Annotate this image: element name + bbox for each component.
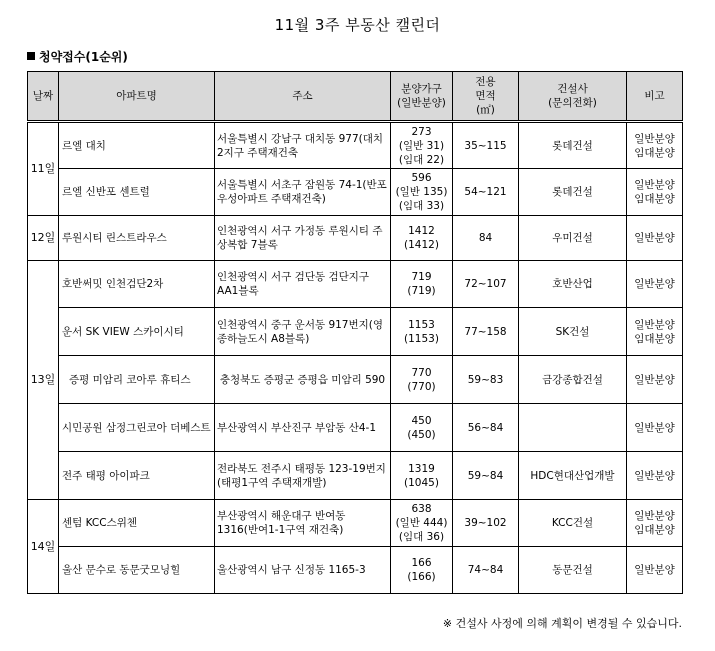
note: 일반분양 임대분양 <box>627 500 683 547</box>
header-address: 주소 <box>215 72 391 122</box>
date-cell: 11일 <box>28 122 59 216</box>
address: 부산광역시 부산진구 부암동 산4-1 <box>215 404 391 452</box>
date-cell: 14일 <box>28 500 59 594</box>
supply: 719 (719) <box>391 261 453 308</box>
section-heading-label: 청약접수(1순위) <box>39 50 128 64</box>
supply: 596 (일반 135) (임대 33) <box>391 169 453 216</box>
apt-name: 증평 미암리 코아루 휴티스 <box>59 356 215 404</box>
supply: 166 (166) <box>391 547 453 594</box>
area: 77~158 <box>453 308 519 356</box>
header-apt: 아파트명 <box>59 72 215 122</box>
note: 일반분양 <box>627 404 683 452</box>
supply: 770 (770) <box>391 356 453 404</box>
header-builder: 건설사 (문의전화) <box>519 72 627 122</box>
table-row <box>28 547 683 594</box>
note: 일반분양 <box>627 547 683 594</box>
builder: SK건설 <box>519 308 627 356</box>
note: 일반분양 <box>627 356 683 404</box>
supply: 1412 (1412) <box>391 216 453 261</box>
note: 일반분양 임대분양 <box>627 169 683 216</box>
table-row <box>28 122 683 169</box>
apt-name: 호반써밋 인천검단2차 <box>59 261 215 308</box>
table-row <box>28 452 683 500</box>
note: 일반분양 <box>627 452 683 500</box>
address: 서울특별시 서초구 잠원동 74-1(반포우성아파트 주택재건축) <box>215 169 391 216</box>
note: 일반분양 임대분양 <box>627 122 683 169</box>
builder: HDC현대산업개발 <box>519 452 627 500</box>
area: 54~121 <box>453 169 519 216</box>
builder <box>519 404 627 452</box>
area: 59~84 <box>453 452 519 500</box>
builder: KCC건설 <box>519 500 627 547</box>
builder: 금강종합건설 <box>519 356 627 404</box>
date-cell: 12일 <box>28 216 59 261</box>
area: 39~102 <box>453 500 519 547</box>
builder: 롯데건설 <box>519 169 627 216</box>
address: 충청북도 증평군 증평읍 미암리 590 <box>215 356 391 404</box>
apt-name: 센텀 KCC스위첸 <box>59 500 215 547</box>
table-row <box>28 308 683 356</box>
table-row <box>28 169 683 216</box>
header-date: 날짜 <box>28 72 59 122</box>
real-estate-calendar-table <box>27 71 683 594</box>
apt-name: 운서 SK VIEW 스카이시티 <box>59 308 215 356</box>
header-row <box>28 72 683 122</box>
area: 35~115 <box>453 122 519 169</box>
table-row <box>28 404 683 452</box>
supply: 450 (450) <box>391 404 453 452</box>
table-row <box>28 216 683 261</box>
area: 59~83 <box>453 356 519 404</box>
builder: 동문건설 <box>519 547 627 594</box>
footnote: ※ 건설사 사정에 의해 계획이 변경될 수 있습니다. <box>442 617 682 630</box>
table-row <box>28 261 683 308</box>
address: 서울특별시 강남구 대치동 977(대치2지구 주택재건축 <box>215 122 391 169</box>
header-supply: 분양가구 (일반분양) <box>391 72 453 122</box>
apt-name: 루원시티 린스트라우스 <box>59 216 215 261</box>
table-row <box>28 500 683 547</box>
area: 84 <box>453 216 519 261</box>
address: 인천광역시 중구 운서동 917번지(영종하늘도시 A8블록) <box>215 308 391 356</box>
square-bullet-icon <box>27 52 35 60</box>
apt-name: 시민공원 삼정그린코아 더베스트 <box>59 404 215 452</box>
address: 인천광역시 서구 가정동 루원시티 주상복합 7블록 <box>215 216 391 261</box>
apt-name: 울산 문수로 동문굿모닝힐 <box>59 547 215 594</box>
page-title: 11월 3주 부동산 캘린더 <box>274 16 441 34</box>
area: 72~107 <box>453 261 519 308</box>
supply: 638 (일반 444) (임대 36) <box>391 500 453 547</box>
address: 부산광역시 해운대구 반여동 1316(반여1-1구역 재건축) <box>215 500 391 547</box>
note: 일반분양 임대분양 <box>627 308 683 356</box>
builder: 우미건설 <box>519 216 627 261</box>
supply: 1319 (1045) <box>391 452 453 500</box>
apt-name: 르엘 대치 <box>59 122 215 169</box>
area: 56~84 <box>453 404 519 452</box>
note: 일반분양 <box>627 216 683 261</box>
header-area: 전용 면적 (㎡) <box>453 72 519 122</box>
address: 울산광역시 남구 신정동 1165-3 <box>215 547 391 594</box>
supply: 1153 (1153) <box>391 308 453 356</box>
apt-name: 르엘 신반포 센트럴 <box>59 169 215 216</box>
builder: 호반산업 <box>519 261 627 308</box>
builder: 롯데건설 <box>519 122 627 169</box>
address: 인천광역시 서구 검단동 검단지구 AA1블록 <box>215 261 391 308</box>
area: 74~84 <box>453 547 519 594</box>
table-row <box>28 356 683 404</box>
header-note: 비고 <box>627 72 683 122</box>
apt-name: 전주 태평 아이파크 <box>59 452 215 500</box>
supply: 273 (일반 31) (임대 22) <box>391 122 453 169</box>
address: 전라북도 전주시 태평동 123-19번지(태평1구역 주택재개발) <box>215 452 391 500</box>
section-heading <box>27 48 128 65</box>
date-cell: 13일 <box>28 261 59 500</box>
note: 일반분양 <box>627 261 683 308</box>
